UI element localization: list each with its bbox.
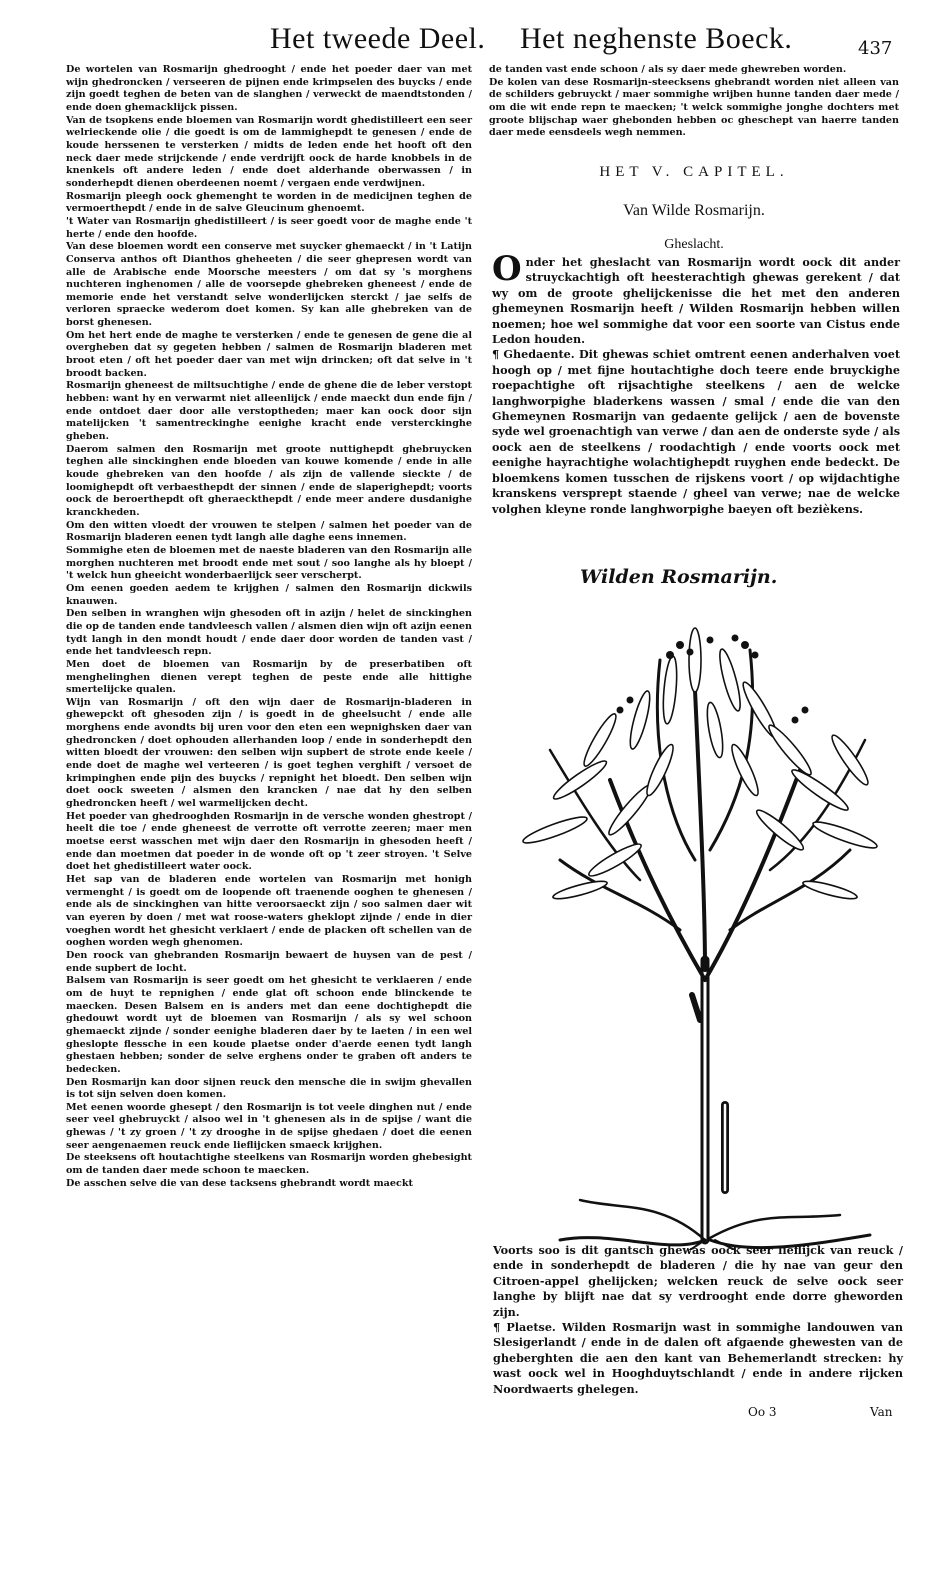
paragraph: Den Rosmarijn kan door sijnen reuck den mensche die in swijm ghevallen is tot sijn selven doen komen. [66, 1076, 472, 1101]
paragraph: De steeksens oft houtachtighe steelkens van Rosmarijn worden ghebesight om de tanden daer mede schoon te maecken. [66, 1152, 472, 1177]
paragraph: Den roock van ghebranden Rosmarijn bewaert de huysen van de pest / ende supbert de locht. [66, 949, 472, 974]
left-column [66, 64, 472, 1190]
chapter-heading: HET V. CAPITEL. [599, 164, 789, 180]
drop-cap: O [492, 249, 522, 289]
paragraph: 't Water van Rosmarijn ghedistilleert / is seer goedt voor de maghe ende 't herte / ende den hoofde. [66, 215, 472, 240]
paragraph: de tanden vast ende schoon / als sy daer mede ghewreben worden. [489, 64, 847, 75]
paragraph: Met eenen woorde ghesept / den Rosmarijn is tot veele dinghen nut / ende seer veel ghebruyckt / alsoo wel in 't ghenesen als in de spijse / want die ghewas / 't zy groen / 't zy drooghe in de spijse ghedaen / doet die eenen seer aengenaemen reuck ende lieflijcken smaeck krijghen. [66, 1101, 472, 1151]
catchword: Van [870, 1405, 893, 1419]
running-head-left: Het tweede Deel. [270, 22, 486, 55]
paragraph: Balsem van Rosmarijn is seer goedt om het ghesicht te verklaeren / ende om de huyt te repnighen / ende glat oft schoon ende blinckende te maecken. Desen Balsem en is anders met dan eene dochtighepdt die ghedouwt wordt uyt de bloemen van Rosmarijn / als sy wel schoon ghemaeckt zijnde / sonder eenighe bladeren daer by te laeten / in een wel gheslopte flessche in een koude plaetse onder d'aerde eenen tydt langh ghestaen hebben; sonder de selve erghens onder te graben oft anders te bedecken. [66, 975, 472, 1075]
right-column-description [492, 249, 900, 517]
paragraph: ¶ Plaetse. Wilden Rosmarijn wast in sommighe landouwen van Slesigerlandt / ende in de dalen oft afgaende ghewesten van de gheberghten die aen den kant van Behemerlandt strecken: hy wast oock wel in Hooghduytschlandt / ende in andere rijcken Noordwaerts ghelegen. [493, 1320, 903, 1396]
right-column-top [489, 64, 899, 140]
signature-mark: Oo 3 [748, 1405, 777, 1419]
paragraph: Van de tsopkens ende bloemen van Rosmarijn wordt ghedistilleert een seer welrieckende olie / die goedt is om de lammighepdt te genesen / ende de koude herssenen te versterken / midts de leden ende het hooft oft den neck daer mede strijckende / ende verdrijft oock de harde knobbels in de knenkels oft andere leden / ende doet alderhande oberwassen / in sonderhepdt dienen oberdeenen noemt / vergaen ende verdwijnen. [66, 114, 472, 189]
paragraph: Den selben in wranghen wijn ghesoden oft in azijn / helet de sinckinghen die op de tanden ende tandvleesch vallen / alsmen dien wijn oft azijn eenen tydt langh in den mondt houdt / ende daer door worden de tanden vast / ende het tandvleesch repn. [66, 608, 472, 658]
paragraph: Van dese bloemen wordt een conserve met suycker ghemaeckt / in 't Latijn Conserva anthos oft Dianthos gheheeten / die seer ghepresen wordt van alle de Arabische ende Moorsche meesters / om dat sy 's morghens nuchteren inghenomen / alle de voorsepde ghebreken gheneest / ende de memorie ende het verstandt selve wonderlijcken sterckt / jae selfs de verloren spraecke wederom doet komen. Sy kan alle ghebreken van de borst ghenesen. [66, 241, 472, 329]
paragraph: Het sap van de bladeren ende wortelen van Rosmarijn met honigh vermenght / is goedt om de loopende oft traenende ooghen te ghenesen / ende als de sinckinghen van hitte veroorsaeckt zijn / soo salmen daer wit van eyeren by doen / met wat roose-waters gheklopt zijnde / ende in dier voeghen wordt het ghesicht verklaert / ende de placken oft schellen van de ooghen worden wegh ghenomen. [66, 874, 472, 949]
paragraph: De wortelen van Rosmarijn ghedrooght / ende het poeder daer van met wijn ghedroncken / verseeren de pijnen ende krimpselen des buycks / ende zijn goedt teghen de beten van de slanghen / verweckt de maendtstonden / ende doen ghemacklijck pissen. [66, 64, 472, 113]
section-heading: Gheslacht. [664, 237, 724, 252]
chapter-subtitle: Van Wilde Rosmarijn. [623, 202, 765, 219]
paragraph: De kolen van dese Rosmarijn-steecksens ghebrandt worden niet alleen van de schilders gebruyckt / maer sommighe wrijben hunne tanden daer mede / om die wit ende repn te maecken; 't welck sommighe jonghe dochters met groote blijschap waer ghebonden hebben oc gheschept van haerre tanden daer mede eensdeels wegh nemmen. [489, 76, 899, 139]
paragraph: De asschen selve die van dese tacksens ghebrandt wordt maeckt [66, 1177, 413, 1189]
paragraph: Om eenen goeden aedem te krijghen / salmen den Rosmarijn dickwils knauwen. [66, 582, 472, 607]
paragraph: Het poeder van ghedrooghden Rosmarijn in de versche wonden ghestropt / heelt die toe / ende gheneest de verrotte oft verrotte zeeren; maer men moetse eerst wasschen met wijn daer den Rosmarijn in ghesoden heeft / ende dan moetmen dat poeder in de wonde oft op 't zeer stroyen. 't Selve doet het ghedistilleert water oock. [66, 810, 472, 873]
right-column-bottom [493, 1243, 903, 1397]
running-head-right: Het neghenste Boeck. [520, 22, 793, 55]
genus-text: nder het gheslacht van Rosmarijn wordt oock dit ander struyckachtigh oft heesterachtigh ghewas gerekent / dat wy om de groote ghelijckenisse die het met den anderen ghemeynen Rosmarijn heeft / Wilden Rosmarijn hebben willen noemen; hoe wel sommighe dat voor een soorte van Cistus ende Ledon houden. [492, 255, 900, 347]
appearance-paragraph: ¶ Ghedaente. Dit ghewas schiet omtrent eenen anderhalven voet hoogh op / met fijne houtachtighe doch teere ende bruyckighe roepachtighe oft rijsachtighe steelkens / aen de welcke langhworpighe bladerkens wassen / smal / ende die van den Ghemeynen Rosmarijn van gedaente gelijck / aen de bovenste syde wel groenachtigh van verwe / dan aen de onderste syde / als oock aen de steelkens / roodachtigh / ende voorts oock met eenighe hayrachtighe wolachtighepdt ruyghen ende bedeckt. De bloemkens komen tusschen de rijskens voort / op wijdachtighe kranskens versprept staende / gheel van verwe; nae de welcke volghen kleyne ronde langhworpighe baeyen oft bezièkens. [492, 347, 900, 516]
paragraph: Om het hert ende de maghe te versterken / ende te genesen de gene die al overgheben dat sy gegeten hebben / salmen de Rosmarijn bladeren met broot eten / oft het poeder daer van met wijn drincken; oft dat selve in 't broodt backen. [66, 329, 472, 379]
paragraph: Men doet de bloemen van Rosmarijn by de preserbatiben oft menghelinghen dienen verept teghen de peste ende alle hittighe smertelijcke qualen. [66, 658, 472, 696]
paragraph: Wijn van Rosmarijn / oft den wijn daer de Rosmarijn-bladeren in ghewepckt oft ghesoden zijn / is goedt in de gheelsucht / ende alle morghens ende avondts bij uren voor den eten een wepnighsken daer van ghedroncken / doet ophouden allerhanden loop / ende in sonderhepdt den witten bloedt der vrouwen: den selben wijn supbert de strote ende keele / ende doet de maghe wel verteeren / is goet teghen verghift / versoet de krimpinghen ende pijn des buycks / repnight het bloedt. Den selben wijn doet oock sweeten / alsmen den krancken / nae dat hy den selben ghedroncken heeft / wel warmelijcken decht. [66, 696, 472, 810]
paragraph: Rosmarijn gheneest de miltsuchtighe / ende de ghene die de leber verstopt hebben: want hy en verwarmt niet alleenlijck / ende maeckt dun ende fijn / ende ontdoet daer door alle verstoptheden; maer kan oock door sijn matelijcken 't samentreckinghe eenighe kracht ende versterckinghe gheben. [66, 380, 472, 443]
paragraph: Rosmarijn pleegh oock ghemenght te worden in de medicijnen teghen de vermoerthepdt / ende in de salve Gleucinum ghenoemt. [66, 190, 472, 215]
paragraph: Voorts soo is dit gantsch ghewas oock seer lieflijck van reuck / ende in sonderhepdt de bladeren / die hy nae van geur den Citroen-appel ghelijcken; welcken reuck de selve oock seer langhe by blijft nae dat sy verdrooght ende dorre gheworden zijn. [493, 1243, 903, 1319]
paragraph: Sommighe eten de bloemen met de naeste bladeren van den Rosmarijn alle morghen nuchteren met broodt ende met sout / soo langhe als hy bloept / 't welck hun gheeicht wonderbaerlijck seer verscherpt. [66, 544, 473, 582]
genus-paragraph [492, 249, 900, 347]
paragraph: Om den witten vloedt der vrouwen te stelpen / salmen het poeder van de Rosmarijn bladeren eenen tydt langh alle daghe eens innemen. [66, 519, 472, 544]
plant-caption: Wilden Rosmarijn. [580, 566, 778, 588]
wild-rosemary-woodcut [520, 600, 880, 1250]
page-number: 437 [858, 38, 893, 59]
paragraph: Daerom salmen den Rosmarijn met groote nuttighepdt ghebruycken teghen alle sinckinghen ende bloeden van kouwe komende / ende in alle koude ghebreken van den hoofde / als zijn de vallende sieckte / de loomighepdt oft verbaesthepdt der sinnen / ende de slaperighepdt; voorts oock de beroerthepdt oft gheraeckthepdt / ende meer andere dusdanighe kranckheden. [66, 443, 472, 518]
